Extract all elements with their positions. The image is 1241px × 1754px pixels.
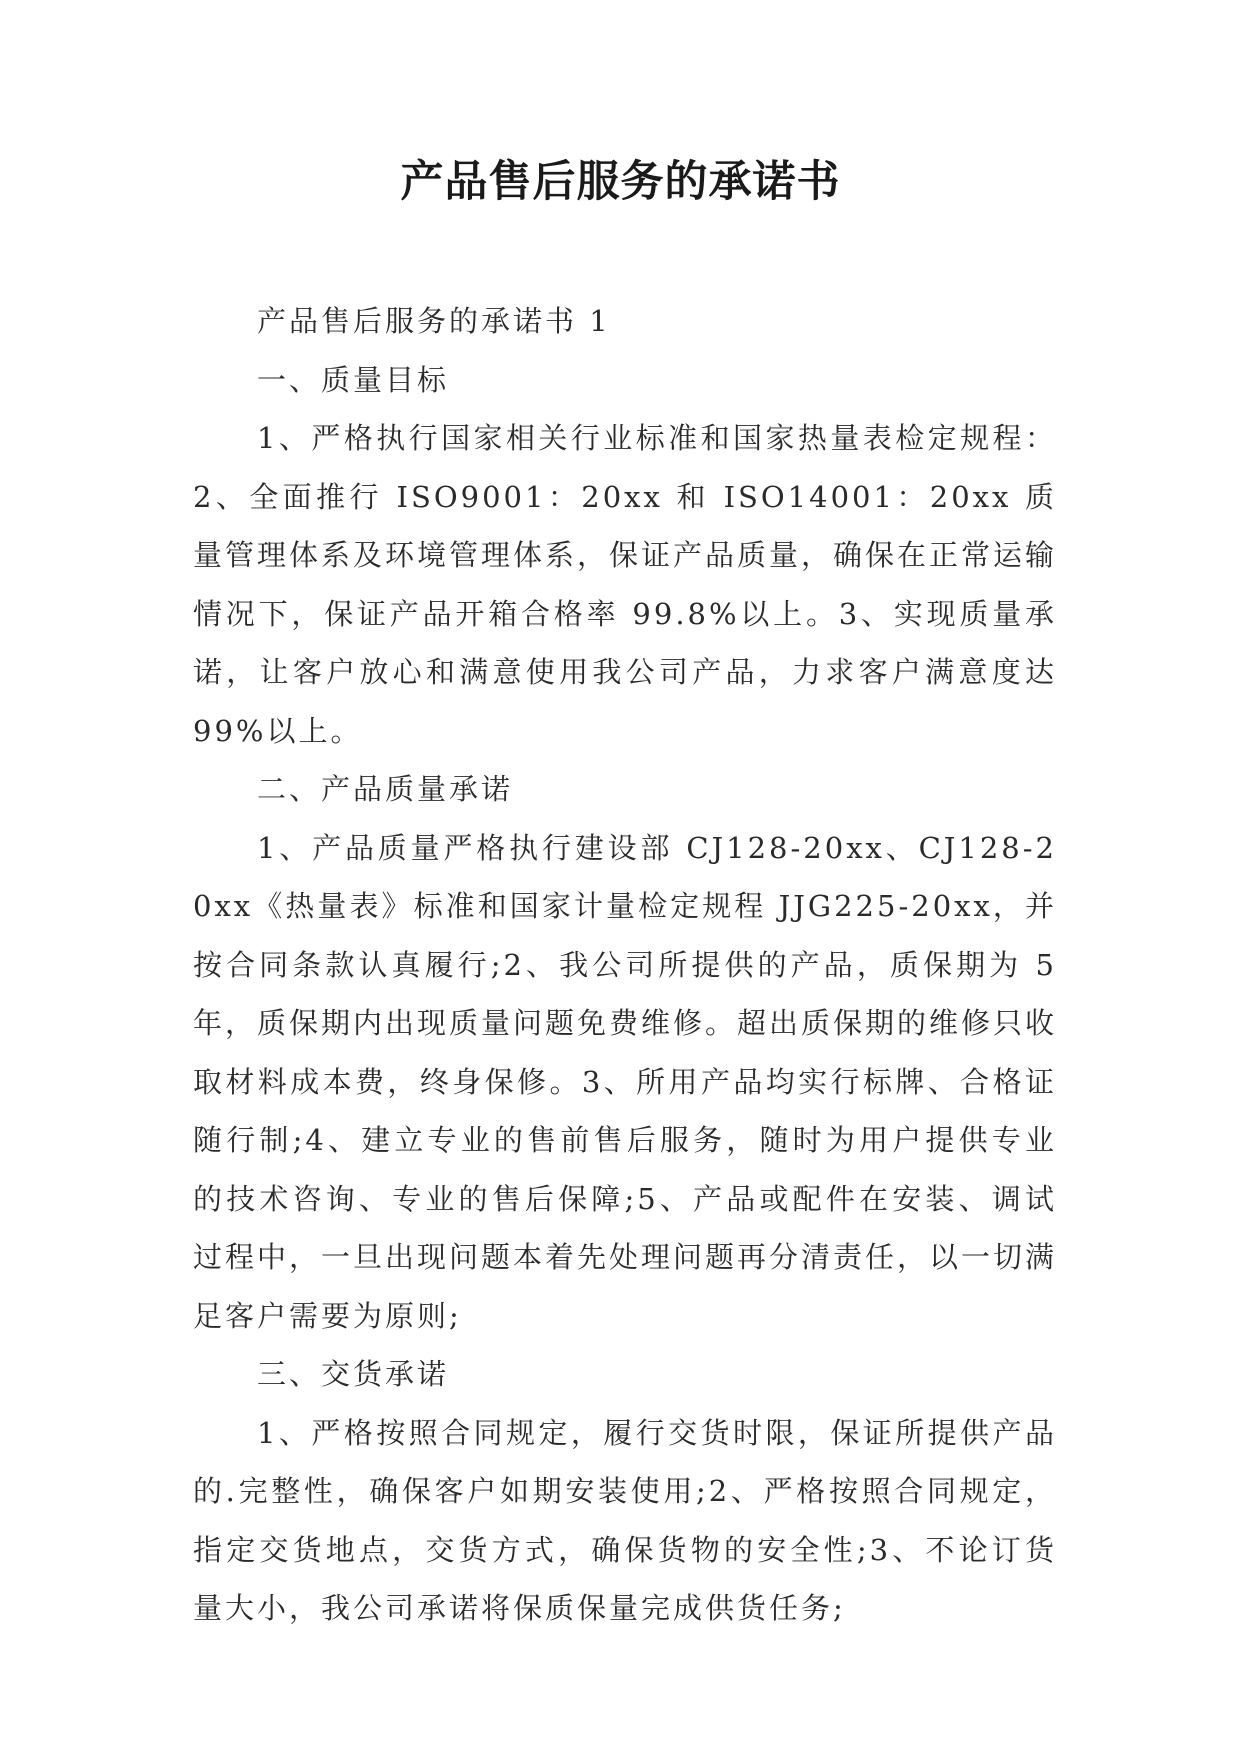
subtitle-paragraph: 产品售后服务的承诺书 1 [257, 304, 611, 338]
paragraph-product-quality: 1、产品质量严格执行建设部 CJ128-20xx、CJ128-20xx《热量表》标准和国家计量检定规程 JJG225-20xx，并按合同条款认真履行;2、我公司所提供的产品，质保期为 5 年，质保期内出现质量问题免费维修。超出质保期的维修只收取材料成本费，终身保修。3、所用产品均实行标牌、合格证随行制;4、建立专业的售前售后服务，随时为用户提供专业的技术咨询、专业的售后保障;5、产品或配件在安装、调试过程中，一旦出现问题本着先处理问题再分清责任，以一切满足客户需要为原则; [193, 830, 1058, 1333]
section-heading-product-quality: 二、产品质量承诺 [257, 772, 514, 806]
document-body [193, 292, 1057, 1638]
paragraph-quality-goals: 1、严格执行国家相关行业标准和国家热量表检定规程：2、全面推行 ISO9001：20xx 和 ISO14001：20xx 质量管理体系及环境管理体系，保证产品质量，确保在正常运输情况下，保证产品开箱合格率 99.8%以上。3、实现质量承诺，让客户放心和满意使用我公司产品，力求客户满意度达 99%以上。 [193, 421, 1058, 748]
section-heading-quality-goals: 一、质量目标 [257, 362, 450, 397]
document-title: 产品售后服务的承诺书 [400, 157, 841, 207]
section-heading-delivery: 三、交货承诺 [257, 1357, 450, 1391]
paragraph-delivery: 1、严格按照合同规定，履行交货时限，保证所提供产品的.完整性，确保客户如期安装使用;2、严格按照合同规定，指定交货地点，交货方式，确保货物的安全性;3、不论订货量大小，我公司承诺将保质保量完成供货任务; [193, 1415, 1057, 1625]
